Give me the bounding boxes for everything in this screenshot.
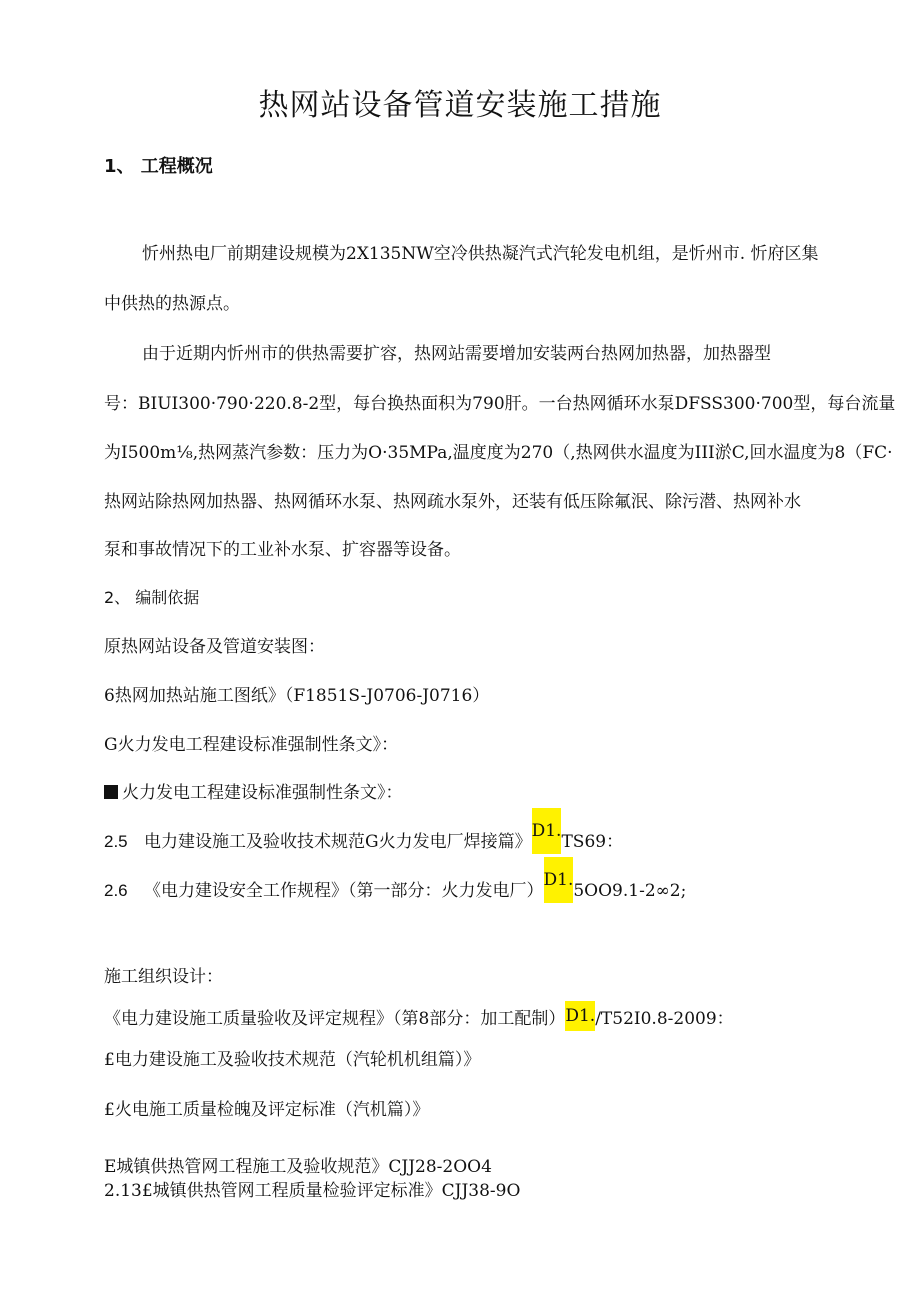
document-title: 热网站设备管道安装施工措施 — [258, 88, 662, 123]
basis-item-mandatory-standards-1: G火力发电工程建设标准强制性条文》： — [104, 735, 399, 755]
basis-item-mandatory-standards-2-text: 火力发电工程建设标准强制性条文》： — [122, 783, 403, 803]
basis-item-quality-standard: £火电施工质量检魄及评定标准（汽机篇）》 — [104, 1100, 430, 1120]
basis-item-2-6 — [104, 869, 687, 903]
highlight-mark: D1. — [544, 857, 574, 903]
item-text: 《电力建设施工质量验收及评定规程》（第8部分：加工配制） — [104, 1009, 566, 1029]
item-number: 2.6 — [104, 881, 128, 900]
item-text: 《电力建设安全工作规程》（第一部分：火力发电厂） — [144, 881, 544, 901]
paragraph-2-line-3: 为I500m⅛,热网蒸汽参数：压力为O·35MPa,温度度为270（,热网供水温度为III淤C,回水温度为8（FC· — [104, 443, 893, 463]
basis-item-heating-network-spec: E城镇供热管网工程施工及验收规范》CJJ28-2OO4 — [104, 1157, 492, 1177]
basis-item-mandatory-standards-2 — [104, 782, 403, 804]
item-text: 电力建设施工及验收技术规范G火力发电厂焊接篇》 — [144, 832, 532, 852]
basis-item-drawings: 原热网站设备及管道安装图： — [104, 637, 325, 657]
item-code: TS69： — [561, 832, 624, 852]
paragraph-2-line-1: 由于近期内忻州市的供热需要扩容，热网站需要增加安装两台热网加热器，加热器型 — [142, 344, 771, 364]
item-code: /T52I0.8-2009： — [595, 1009, 734, 1029]
basis-item-2-5 — [104, 820, 624, 854]
paragraph-1-line-1: 忻州热电厂前期建设规模为2X135NW空冷供热凝汽式汽轮发电机组，是忻州市. 忻府区集 — [142, 244, 819, 264]
highlight-mark: D1. — [532, 808, 562, 854]
paragraph-2-line-4: 热网站除热网加热器、热网循环水泵、热网疏水泵外，还装有低压除氟泯、除污潜、热网补水 — [104, 492, 801, 512]
square-bullet-icon — [104, 785, 118, 799]
basis-item-turbine-spec: £电力建设施工及验收技术规范（汽轮机机组篇）》 — [104, 1050, 481, 1070]
item-number: 2.5 — [104, 832, 128, 851]
paragraph-2-line-5: 泵和事故情况下的工业补水泵、扩容器等设备。 — [104, 540, 461, 560]
basis-item-construction-design: 施工组织设计： — [104, 967, 223, 987]
section-2-heading: 2、 编制依据 — [104, 588, 200, 607]
section-1-heading: 1、 工程概况 — [104, 156, 213, 177]
basis-item-construction-drawings: 6热网加热站施工图纸》（F1851S-J0706-J0716） — [104, 686, 490, 706]
paragraph-1-line-2: 中供热的热源点。 — [104, 294, 240, 314]
basis-item-2-13: 2.13£城镇供热管网工程质量检验评定标准》CJJ38-9O — [104, 1181, 521, 1201]
item-code: 5OO9.1-2∞2; — [573, 881, 687, 901]
highlight-mark: D1. — [565, 1001, 595, 1031]
paragraph-2-line-2: 号：BIUI300·790·220.8-2型，每台换热面积为790肝。一台热网循环水泵DFSS300·700型，每台流量 — [104, 394, 896, 414]
basis-item-quality-acceptance — [104, 1005, 734, 1031]
